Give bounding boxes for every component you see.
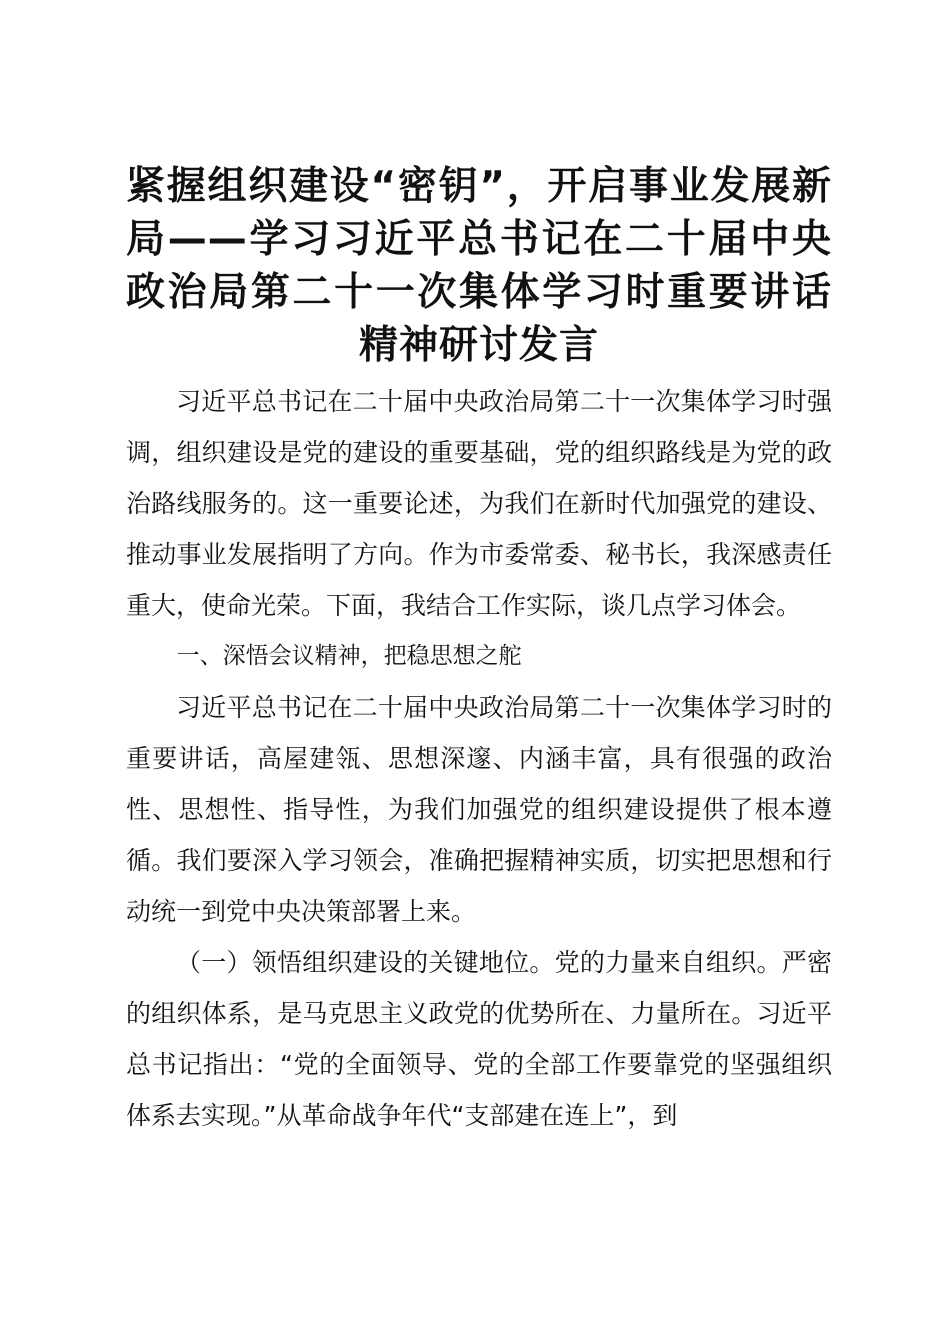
document-title: 紧握组织建设“密钥”，开启事业发展新局——学习习近平总书记在二十届中央政治局第二十一次集体学习时重要讲话精神研讨发言	[126, 164, 832, 368]
section-paragraph: 习近平总书记在二十届中央政治局第二十一次集体学习时的重要讲话，高屋建瓴、思想深邃、内涵丰富，具有很强的政治性、思想性、指导性，为我们加强党的组织建设提供了根本遵循。我们要深入学习领会，准确把握精神实质，切实把思想和行动统一到党中央决策部署上来。	[126, 693, 832, 926]
intro-paragraph: 习近平总书记在二十届中央政治局第二十一次集体学习时强调，组织建设是党的建设的重要基础，党的组织路线是为党的政治路线服务的。这一重要论述，为我们在新时代加强党的建设、推动事业发展指明了方向。作为市委常委、秘书长，我深感责任重大，使命光荣。下面，我结合工作实际，谈几点学习体会。	[126, 387, 832, 620]
subsection-paragraph: （一）领悟组织建设的关键地位。党的力量来自组织。严密的组织体系，是马克思主义政党的优势所在、力量所在。习近平总书记指出：“党的全面领导、党的全部工作要靠党的坚强组织体系去实现。”从革命战争年代“支部建在连上”，到	[126, 948, 832, 1130]
section-heading: 一、深悟会议精神，把稳思想之舵	[176, 643, 522, 669]
document-body	[126, 160, 832, 1141]
